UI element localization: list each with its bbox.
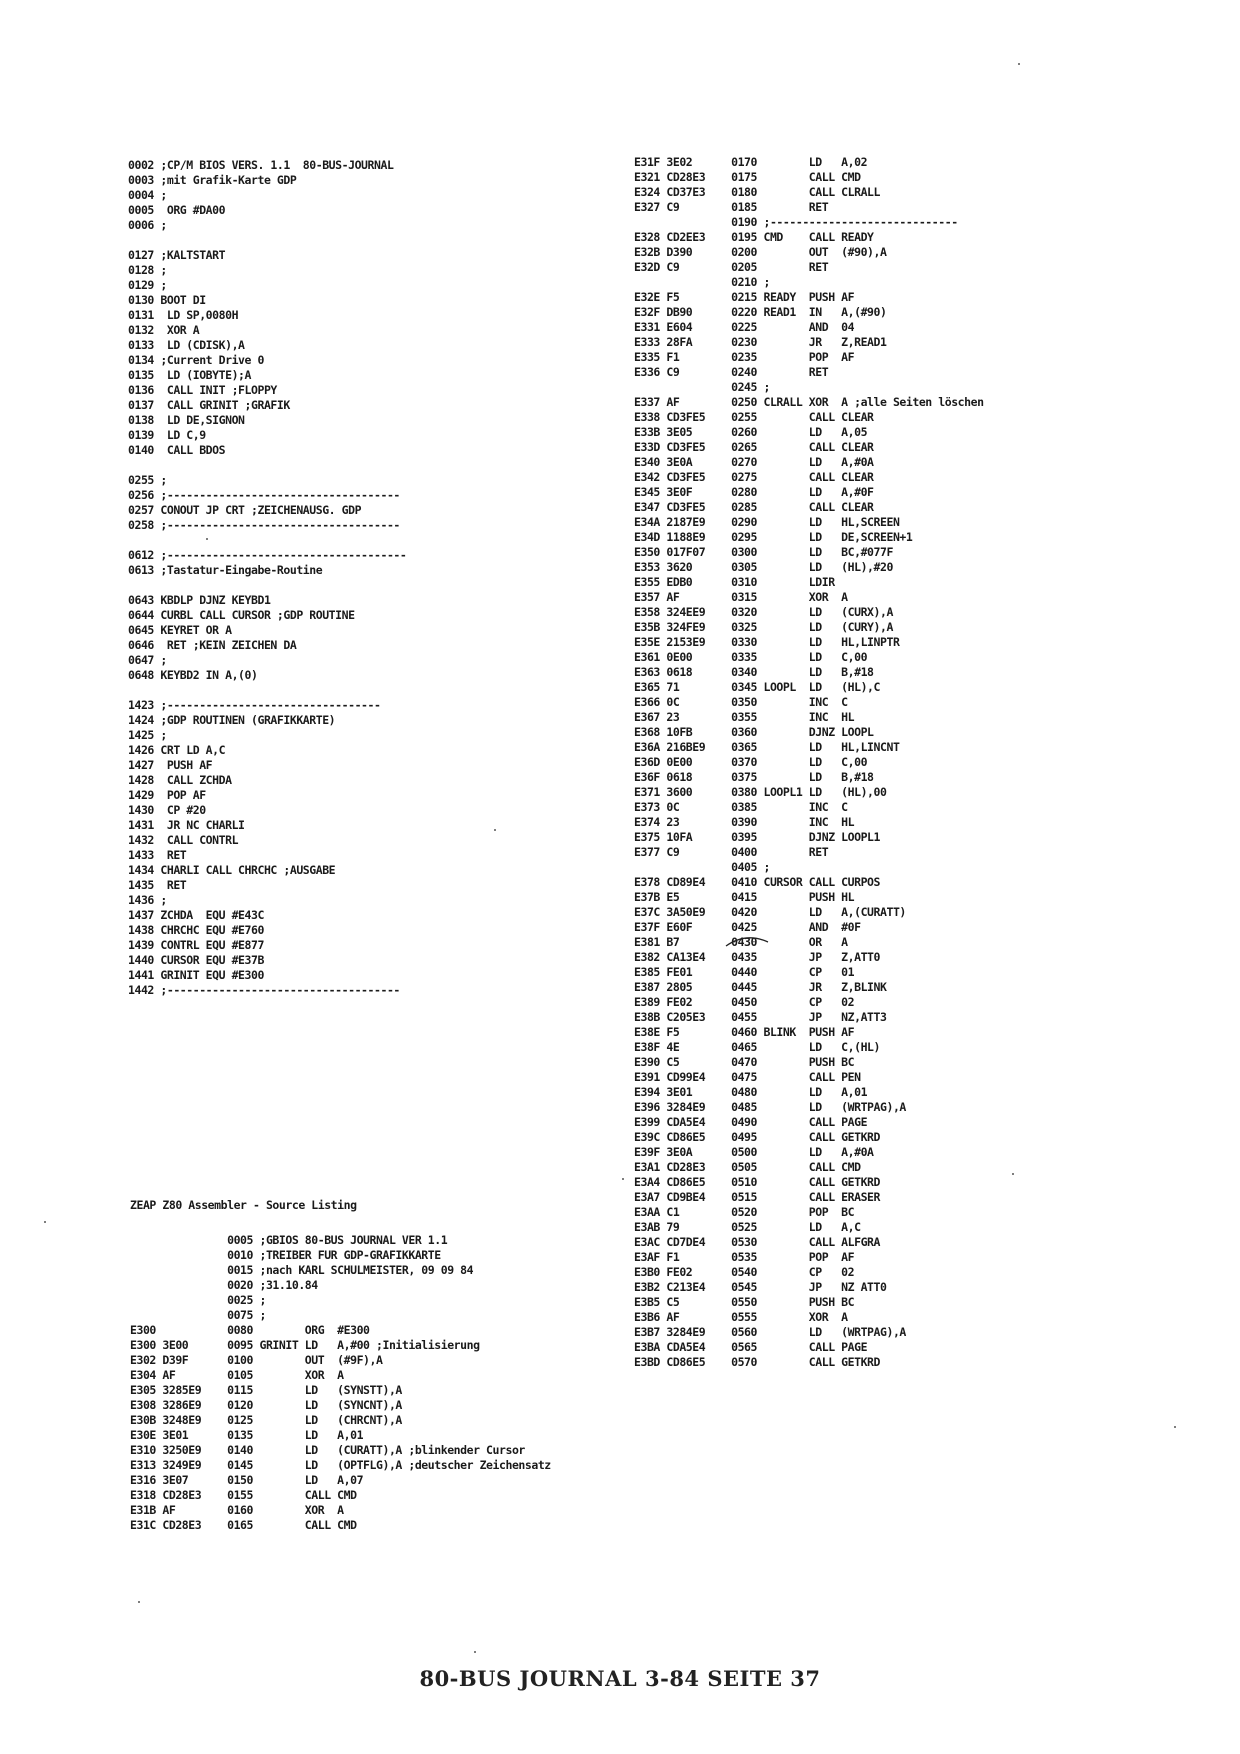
code-line: E310 3250E9 0140 LD (CURATT),A ;blinkender Cursor [130, 1443, 525, 1457]
scan-speck [1018, 63, 1020, 65]
code-line: 1423 ;--------------------------------- [128, 698, 381, 712]
code-line: E33D CD3FE5 0265 CALL CLEAR [634, 440, 874, 454]
code-line: 1433 RET [128, 848, 187, 862]
code-line: 0245 ; [634, 380, 770, 394]
code-line: E37F E60F 0425 AND #0F [634, 920, 861, 934]
code-line: 0006 ; [128, 218, 167, 232]
code-line: E367 23 0355 INC HL [634, 710, 855, 724]
code-line: 0003 ;mit Grafik-Karte GDP [128, 173, 297, 187]
code-line: E37C 3A50E9 0420 LD A,(CURATT) [634, 905, 906, 919]
code-line: 0005 ORG #DA00 [128, 203, 226, 217]
left-column-source-snippets [128, 158, 598, 998]
code-line: E366 0C 0350 INC C [634, 695, 848, 709]
code-line [128, 683, 598, 698]
code-line: E389 FE02 0450 CP 02 [634, 995, 855, 1009]
code-line: E36F 0618 0375 LD B,#18 [634, 770, 874, 784]
code-line: 1441 GRINIT EQU #E300 [128, 968, 264, 982]
code-line: E31B AF 0160 XOR A [130, 1503, 344, 1517]
code-line: 1442 ;------------------------------------ [128, 983, 400, 997]
code-line: 0647 ; [128, 653, 167, 667]
code-line: E39F 3E0A 0500 LD A,#0A [634, 1145, 874, 1159]
code-line: E316 3E07 0150 LD A,07 [130, 1473, 364, 1487]
code-line: 0648 KEYBD2 IN A,(0) [128, 668, 258, 682]
code-line: 0405 ; [634, 860, 770, 874]
code-line: 0645 KEYRET OR A [128, 623, 232, 637]
code-line: E327 C9 0185 RET [634, 200, 829, 214]
code-line: 0255 ; [128, 473, 167, 487]
code-line: E391 CD99E4 0475 CALL PEN [634, 1070, 861, 1084]
code-line [128, 578, 598, 593]
code-line: 1426 CRT LD A,C [128, 743, 226, 757]
assembler-listing-start [130, 1233, 600, 1533]
code-line: 0256 ;------------------------------------ [128, 488, 400, 502]
code-line: E385 FE01 0440 CP 01 [634, 965, 855, 979]
code-line: 1436 ; [128, 893, 167, 907]
code-line: E371 3600 0380 LOOPL1 LD (HL),00 [634, 785, 887, 799]
code-line: E3B6 AF 0555 XOR A [634, 1310, 848, 1324]
code-line: 1435 RET [128, 878, 187, 892]
code-line: E335 F1 0235 POP AF [634, 350, 855, 364]
code-line: E32B D390 0200 OUT (#90),A [634, 245, 887, 259]
code-line: 1438 CHRCHC EQU #E760 [128, 923, 264, 937]
code-line: 0190 ;----------------------------- [634, 215, 958, 229]
code-line: 0010 ;TREIBER FUR GDP-GRAFIKKARTE [130, 1248, 441, 1262]
code-line: E363 0618 0340 LD B,#18 [634, 665, 874, 679]
code-line: 0613 ;Tastatur-Eingabe-Routine [128, 563, 323, 577]
code-line: E355 EDB0 0310 LDIR [634, 575, 835, 589]
pen-stroke-mark [724, 930, 784, 950]
code-line: E3AC CD7DE4 0530 CALL ALFGRA [634, 1235, 880, 1249]
code-line: 1424 ;GDP ROUTINEN (GRAFIKKARTE) [128, 713, 336, 727]
scan-speck [494, 829, 496, 831]
code-line: E30B 3248E9 0125 LD (CHRCNT),A [130, 1413, 402, 1427]
code-line: E3AB 79 0525 LD A,C [634, 1220, 861, 1234]
code-line: E32D C9 0205 RET [634, 260, 829, 274]
code-line: E34A 2187E9 0290 LD HL,SCREEN [634, 515, 900, 529]
code-line: 1437 ZCHDA EQU #E43C [128, 908, 264, 922]
code-line: E33B 3E05 0260 LD A,05 [634, 425, 868, 439]
code-line [128, 533, 598, 548]
code-line: 0138 LD DE,SIGNON [128, 413, 245, 427]
code-line: E382 CA13E4 0435 JP Z,ATT0 [634, 950, 880, 964]
code-line: E399 CDA5E4 0490 CALL PAGE [634, 1115, 868, 1129]
code-line: E32E F5 0215 READY PUSH AF [634, 290, 855, 304]
code-line: 0210 ; [634, 275, 770, 289]
code-line: E3BD CD86E5 0570 CALL GETKRD [634, 1355, 880, 1369]
code-line: E3B2 C213E4 0545 JP NZ ATT0 [634, 1280, 887, 1294]
code-line [128, 458, 598, 473]
code-line: E300 0080 ORG #E300 [130, 1323, 370, 1337]
code-line: E305 3285E9 0115 LD (SYNSTT),A [130, 1383, 402, 1397]
code-line: E368 10FB 0360 DJNZ LOOPL [634, 725, 874, 739]
code-line: 0131 LD SP,0080H [128, 308, 239, 322]
code-line: E3AF F1 0535 POP AF [634, 1250, 855, 1264]
code-line: E300 3E00 0095 GRINIT LD A,#00 ;Initialisierung [130, 1338, 480, 1352]
code-line: 0129 ; [128, 278, 167, 292]
code-line: 1425 ; [128, 728, 167, 742]
code-line: E39C CD86E5 0495 CALL GETKRD [634, 1130, 880, 1144]
code-line: E308 3286E9 0120 LD (SYNCNT),A [130, 1398, 402, 1412]
code-line: E350 017F07 0300 LD BC,#077F [634, 545, 893, 559]
code-line: 0136 CALL INIT ;FLOPPY [128, 383, 277, 397]
code-line: E377 C9 0400 RET [634, 845, 829, 859]
code-line: 0646 RET ;KEIN ZEICHEN DA [128, 638, 297, 652]
code-line: E361 0E00 0335 LD C,00 [634, 650, 868, 664]
code-line: E31F 3E02 0170 LD A,02 [634, 155, 868, 169]
code-line: 1440 CURSOR EQU #E37B [128, 953, 264, 967]
code-line: E34D 1188E9 0295 LD DE,SCREEN+1 [634, 530, 913, 544]
code-line: 0004 ; [128, 188, 167, 202]
code-line: E37B E5 0415 PUSH HL [634, 890, 855, 904]
code-line: 1427 PUSH AF [128, 758, 213, 772]
listing-title: ZEAP Z80 Assembler - Source Listing [130, 1198, 357, 1212]
code-line: E390 C5 0470 PUSH BC [634, 1055, 855, 1069]
code-line: 1430 CP #20 [128, 803, 206, 817]
scan-speck [1012, 1173, 1014, 1175]
code-line: 1428 CALL ZCHDA [128, 773, 232, 787]
code-line: E394 3E01 0480 LD A,01 [634, 1085, 868, 1099]
code-line: E3A1 CD28E3 0505 CALL CMD [634, 1160, 861, 1174]
code-line: 0135 LD (IOBYTE);A [128, 368, 251, 382]
code-line: 1439 CONTRL EQU #E877 [128, 938, 264, 952]
code-line: 1432 CALL CONTRL [128, 833, 239, 847]
code-line: E331 E604 0225 AND 04 [634, 320, 855, 334]
code-line: E374 23 0390 INC HL [634, 815, 855, 829]
code-line: 0644 CURBL CALL CURSOR ;GDP ROUTINE [128, 608, 355, 622]
code-line: E365 71 0345 LOOPL LD (HL),C [634, 680, 880, 694]
code-line: E318 CD28E3 0155 CALL CMD [130, 1488, 357, 1502]
code-line: E378 CD89E4 0410 CURSOR CALL CURPOS [634, 875, 880, 889]
code-line: 0139 LD C,9 [128, 428, 206, 442]
code-line: E38F 4E 0465 LD C,(HL) [634, 1040, 880, 1054]
code-line: 0020 ;31.10.84 [130, 1278, 318, 1292]
code-line: E31C CD28E3 0165 CALL CMD [130, 1518, 357, 1532]
scan-speck [44, 1221, 46, 1223]
code-line: E340 3E0A 0270 LD A,#0A [634, 455, 874, 469]
code-line: 0257 CONOUT JP CRT ;ZEICHENAUSG. GDP [128, 503, 362, 517]
code-line: E3B7 3284E9 0560 LD (WRTPAG),A [634, 1325, 906, 1339]
page-footer: 80-BUS JOURNAL 3-84 SEITE 37 [419, 1666, 821, 1691]
code-line: E302 D39F 0100 OUT (#9F),A [130, 1353, 383, 1367]
code-line: E345 3E0F 0280 LD A,#0F [634, 485, 874, 499]
code-line: E3AA C1 0520 POP BC [634, 1205, 855, 1219]
code-line: 0140 CALL BDOS [128, 443, 226, 457]
code-line: E333 28FA 0230 JR Z,READ1 [634, 335, 887, 349]
code-line: 0258 ;------------------------------------ [128, 518, 400, 532]
code-line: E321 CD28E3 0175 CALL CMD [634, 170, 861, 184]
code-line: 0002 ;CP/M BIOS VERS. 1.1 80-BUS-JOURNAL [128, 158, 394, 172]
code-line: E35B 324FE9 0325 LD (CURY),A [634, 620, 893, 634]
code-line: E387 2805 0445 JR Z,BLINK [634, 980, 887, 994]
code-line: E36D 0E00 0370 LD C,00 [634, 755, 868, 769]
code-line: E357 AF 0315 XOR A [634, 590, 848, 604]
code-line: 0128 ; [128, 263, 167, 277]
code-line: 1434 CHARLI CALL CHRCHC ;AUSGABE [128, 863, 336, 877]
code-line: 0133 LD (CDISK),A [128, 338, 245, 352]
code-line: E336 C9 0240 RET [634, 365, 829, 379]
code-line: 1431 JR NC CHARLI [128, 818, 245, 832]
code-line: E3B5 C5 0550 PUSH BC [634, 1295, 855, 1309]
code-line: E324 CD37E3 0180 CALL CLRALL [634, 185, 880, 199]
code-line: 0612 ;------------------------------------- [128, 548, 407, 562]
code-line: E338 CD3FE5 0255 CALL CLEAR [634, 410, 874, 424]
scan-speck [622, 1178, 624, 1180]
scan-speck [1174, 1426, 1176, 1428]
code-line: E353 3620 0305 LD (HL),#20 [634, 560, 893, 574]
code-line: 0025 ; [130, 1293, 266, 1307]
code-line: E313 3249E9 0145 LD (OPTFLG),A ;deutscher Zeichensatz [130, 1458, 551, 1472]
code-line: 0005 ;GBIOS 80-BUS JOURNAL VER 1.1 [130, 1233, 448, 1247]
code-line: 0075 ; [130, 1308, 266, 1322]
code-line: E38E F5 0460 BLINK PUSH AF [634, 1025, 855, 1039]
code-line: E347 CD3FE5 0285 CALL CLEAR [634, 500, 874, 514]
scan-speck [474, 1651, 476, 1653]
code-line: E3A4 CD86E5 0510 CALL GETKRD [634, 1175, 880, 1189]
code-line: 0137 CALL GRINIT ;GRAFIK [128, 398, 290, 412]
code-line: E304 AF 0105 XOR A [130, 1368, 344, 1382]
code-line: 0130 BOOT DI [128, 293, 206, 307]
code-line: 0127 ;KALTSTART [128, 248, 226, 262]
code-line: E328 CD2EE3 0195 CMD CALL READY [634, 230, 874, 244]
code-line: E36A 216BE9 0365 LD HL,LINCNT [634, 740, 900, 754]
code-line: 0132 XOR A [128, 323, 200, 337]
code-line: E396 3284E9 0485 LD (WRTPAG),A [634, 1100, 906, 1114]
code-line: E358 324EE9 0320 LD (CURX),A [634, 605, 893, 619]
code-line: 1429 POP AF [128, 788, 206, 802]
code-line: 0643 KBDLP DJNZ KEYBD1 [128, 593, 271, 607]
code-line: E3B0 FE02 0540 CP 02 [634, 1265, 855, 1279]
code-line: E375 10FA 0395 DJNZ LOOPL1 [634, 830, 880, 844]
code-line: E3A7 CD9BE4 0515 CALL ERASER [634, 1190, 880, 1204]
code-line [128, 233, 598, 248]
code-line: E30E 3E01 0135 LD A,01 [130, 1428, 364, 1442]
code-line: E337 AF 0250 CLRALL XOR A ;alle Seiten löschen [634, 395, 984, 409]
code-line: 0134 ;Current Drive 0 [128, 353, 264, 367]
code-line: E38B C205E3 0455 JP NZ,ATT3 [634, 1010, 887, 1024]
code-line: E381 B7 0430 OR A [634, 935, 848, 949]
code-line: 0015 ;nach KARL SCHULMEISTER, 09 09 84 [130, 1263, 474, 1277]
right-column-listing-continued [634, 155, 1194, 1370]
code-line: E373 0C 0385 INC C [634, 800, 848, 814]
scan-speck [138, 1601, 140, 1603]
scan-speck [206, 538, 208, 540]
code-line: E342 CD3FE5 0275 CALL CLEAR [634, 470, 874, 484]
code-line: E3BA CDA5E4 0565 CALL PAGE [634, 1340, 868, 1354]
code-line: E32F DB90 0220 READ1 IN A,(#90) [634, 305, 887, 319]
code-line: E35E 2153E9 0330 LD HL,LINPTR [634, 635, 900, 649]
